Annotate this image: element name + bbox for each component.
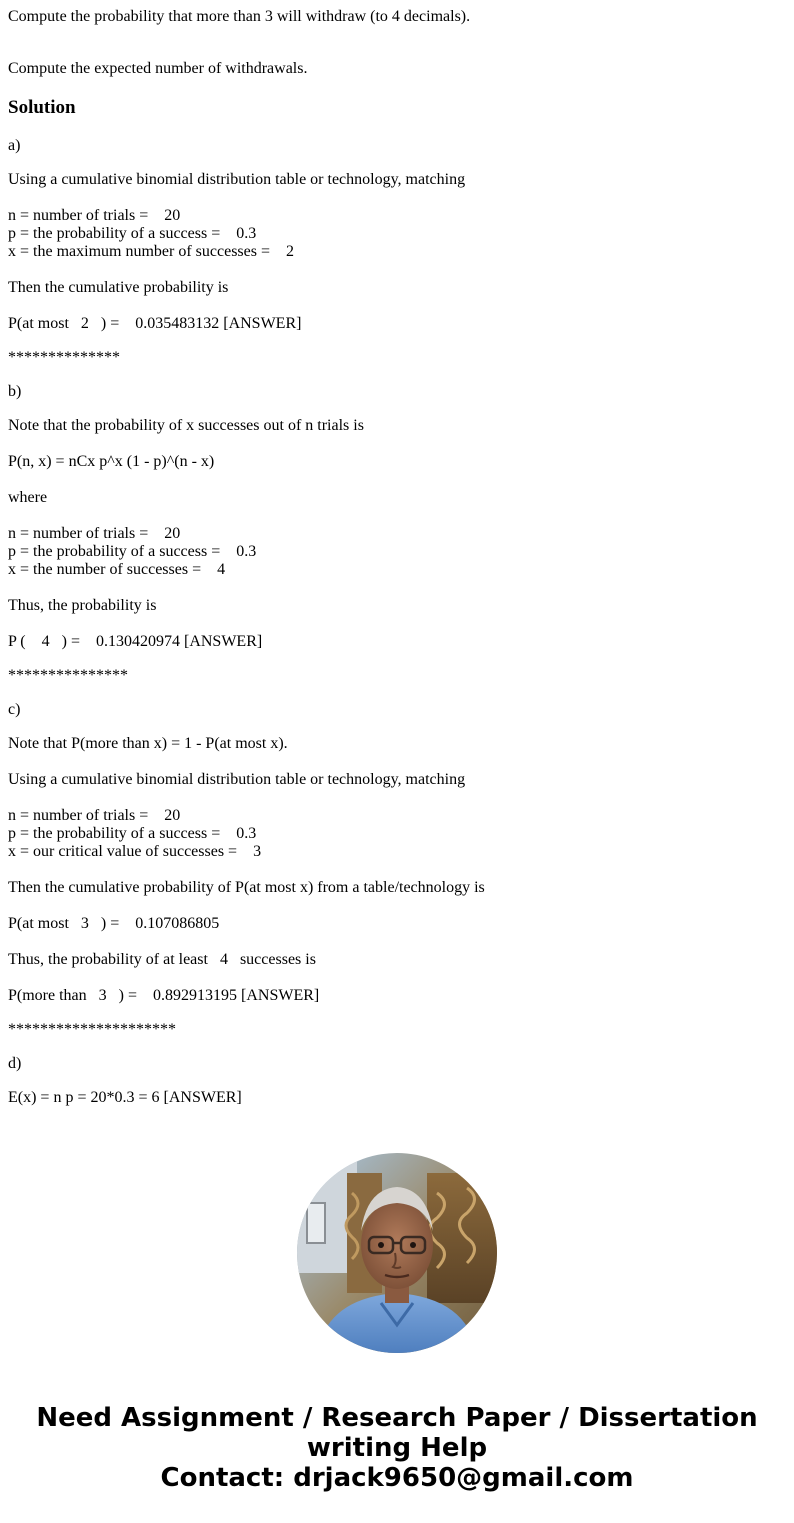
part-a-n: n = number of trials = 20 — [8, 207, 181, 224]
part-a-label: a) — [8, 137, 21, 154]
part-c-note: Note that P(more than x) = 1 - P(at most x). — [8, 735, 288, 752]
part-d-result: E(x) = n p = 20*0.3 = 6 [ANSWER] — [8, 1089, 242, 1106]
part-a-intro: Using a cumulative binomial distribution table or technology, matching — [8, 171, 466, 188]
footer-contact-banner — [0, 1403, 794, 1493]
part-b-label: b) — [8, 383, 22, 400]
part-d-label: d) — [8, 1055, 22, 1072]
part-b-note: Note that the probability of x successes out of n trials is — [8, 417, 364, 434]
footer-line-2: writing Help — [306, 1433, 488, 1463]
part-c-intro: Using a cumulative binomial distribution table or technology, matching — [8, 771, 466, 788]
part-a-then: Then the cumulative probability is — [8, 279, 229, 296]
part-c-separator: ********************* — [8, 1021, 176, 1038]
part-c-x: x = our critical value of successes = 3 — [8, 843, 262, 860]
part-b-n: n = number of trials = 20 — [8, 525, 181, 542]
part-b-result: P ( 4 ) = 0.130420974 [ANSWER] — [8, 633, 263, 650]
part-b-x: x = the number of successes = 4 — [8, 561, 226, 578]
author-portrait-image — [297, 1153, 497, 1353]
part-c-result: P(more than 3 ) = 0.892913195 [ANSWER] — [8, 987, 320, 1004]
question-c: Compute the probability that more than 3 will withdraw (to 4 decimals). — [8, 8, 471, 25]
part-c-then: Then the cumulative probability of P(at most x) from a table/technology is — [8, 879, 485, 896]
part-b-where: where — [8, 489, 48, 506]
part-a-result: P(at most 2 ) = 0.035483132 [ANSWER] — [8, 315, 302, 332]
part-b-separator: *************** — [8, 667, 128, 684]
part-a-x: x = the maximum number of successes = 2 — [8, 243, 294, 260]
part-c-at-most: P(at most 3 ) = 0.107086805 — [8, 915, 220, 932]
footer-line-1: Need Assignment / Research Paper / Dissertation — [36, 1403, 758, 1433]
solution-heading: Solution — [8, 97, 76, 118]
part-b-formula: P(n, x) = nCx p^x (1 - p)^(n - x) — [8, 453, 215, 470]
part-a-separator: ************** — [8, 349, 120, 366]
question-d: Compute the expected number of withdrawals. — [8, 60, 308, 77]
part-b-thus: Thus, the probability is — [8, 597, 157, 614]
part-c-p: p = the probability of a success = 0.3 — [8, 825, 257, 842]
part-c-n: n = number of trials = 20 — [8, 807, 181, 824]
part-b-p: p = the probability of a success = 0.3 — [8, 543, 257, 560]
part-c-label: c) — [8, 701, 21, 718]
part-a-p: p = the probability of a success = 0.3 — [8, 225, 257, 242]
author-avatar — [297, 1153, 497, 1353]
part-c-thus: Thus, the probability of at least 4 successes is — [8, 951, 316, 968]
footer-contact-email: Contact: drjack9650@gmail.com — [160, 1463, 634, 1493]
